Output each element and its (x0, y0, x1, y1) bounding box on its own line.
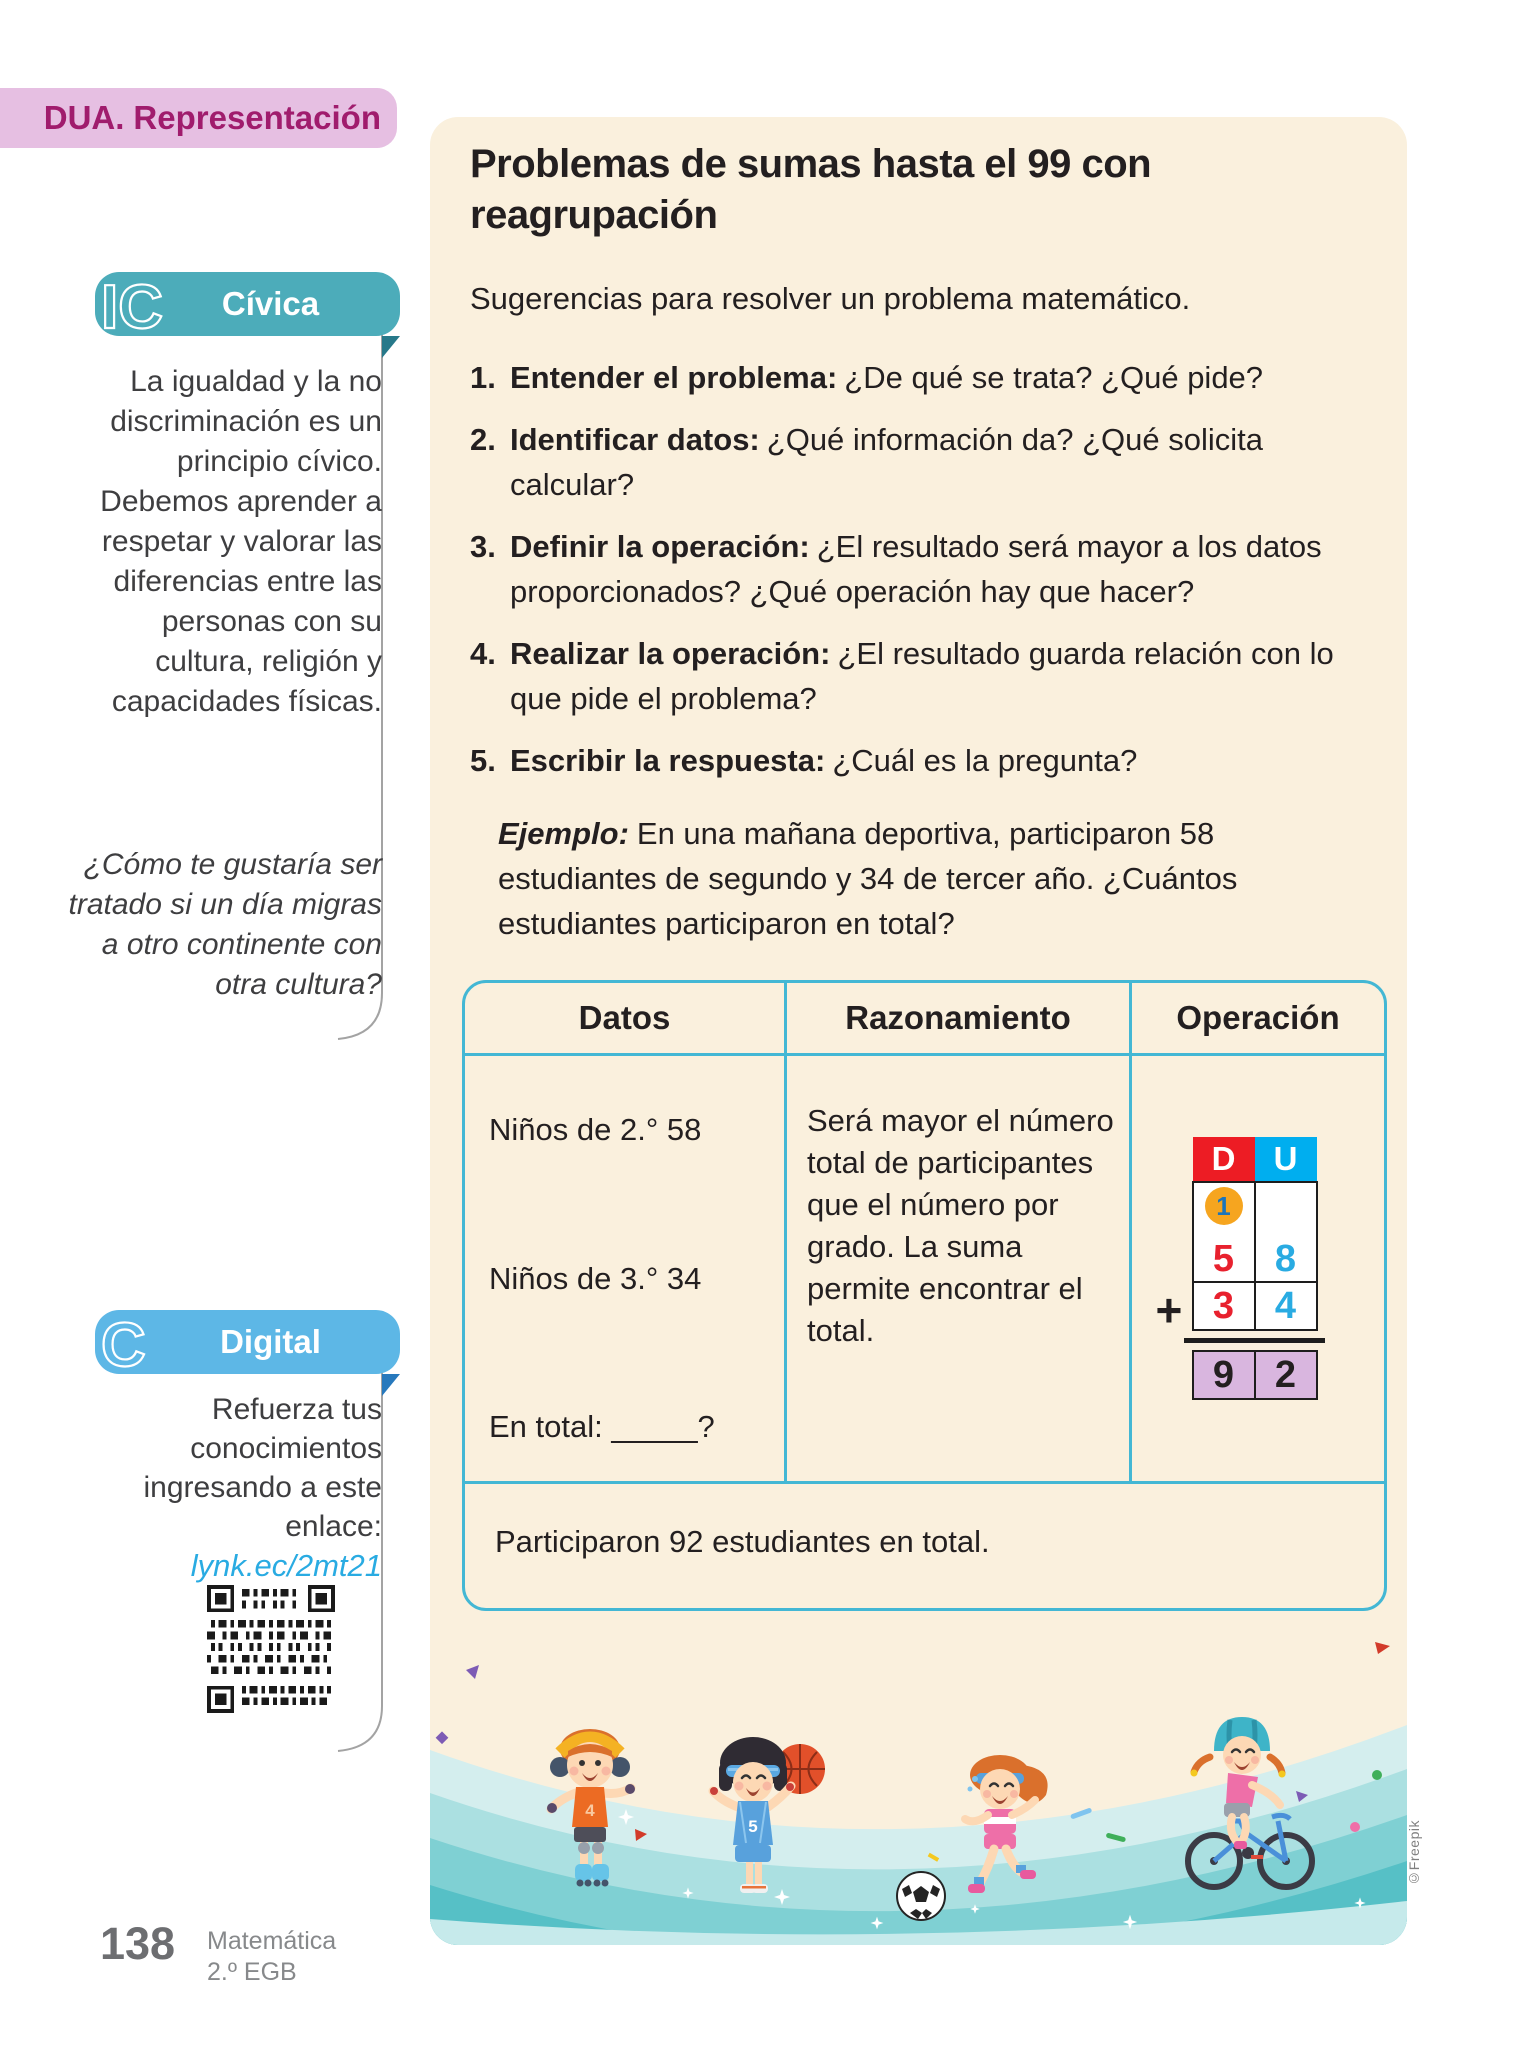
datos-line-3: En total: _____? (489, 1409, 715, 1444)
content-panel (430, 117, 1407, 1945)
table-cell-razonamiento: Será mayor el número total de participantes que el número por grado. La suma permite encontrar el total. (787, 1056, 1132, 1481)
confetti-red-arrow (1375, 1640, 1391, 1655)
freepik-credit: ©Freepik (1406, 1820, 1422, 1887)
digital-monogram-icon (97, 1312, 207, 1382)
civica-monogram-icon (97, 274, 207, 344)
step-lead: Escribir la respuesta: (510, 743, 826, 778)
step-text: ¿De qué se trata? ¿Qué pide? (844, 360, 1264, 395)
carry-badge: 1 (1205, 1187, 1243, 1225)
qr-code (207, 1585, 335, 1713)
steps-list (470, 355, 1367, 783)
step-number: 3. (470, 529, 496, 564)
step-lead: Identificar datos: (510, 422, 760, 457)
table-header-operacion: Operación (1176, 999, 1340, 1036)
confetti-purple-arrow (466, 1665, 481, 1680)
digital-fold-corner (382, 1374, 400, 1396)
step-number: 4. (470, 636, 496, 671)
step-text: ¿El resultado será mayor a los datos proporcionados? ¿Qué operación hay que hacer? (510, 529, 1322, 609)
civica-question: ¿Cómo te gustaría ser tratado si un día migras a otro continente con otra cultura? (68, 848, 382, 1001)
civica-text: La igualdad y la no discriminación es un principio cívico. Debemos aprender a respetar y valorar las diferencias entre las personas con su cultura, religión y capacidades físicas. (100, 365, 382, 718)
step-text: ¿Cuál es la pregunta? (832, 743, 1138, 778)
footer-subject (207, 1926, 336, 1988)
table-cell-operacion (1132, 1056, 1384, 1481)
example-text: En una mañana deportiva, participaron 58 estudiantes de segundo y 34 de tercer año. ¿Cuántos estudiantes participaron en total? (498, 816, 1238, 941)
step-item-2 (470, 417, 1375, 507)
civica-fold-corner (382, 336, 400, 358)
result-row (1192, 1350, 1318, 1400)
svg-text:IC: IC (101, 273, 163, 342)
table-header-datos: Datos (465, 983, 787, 1053)
intro-text: Sugerencias para resolver un problema matemático. (470, 281, 1191, 316)
solution-table-body-row (465, 1056, 1384, 1481)
addend2-units: 4 (1274, 1285, 1297, 1327)
dua-badge-prefix: DUA. (43, 99, 125, 136)
table-answer: Participaron 92 estudiantes en total. (465, 1481, 1384, 1608)
datos-line-1: Niños de 2.° 58 (489, 1112, 702, 1147)
step-item-4 (470, 631, 1375, 721)
civica-header (95, 272, 400, 342)
footer-subject-line: Matemática (207, 1927, 337, 1955)
digital-text: Refuerza tus conocimientos ingresando a este enlace: (143, 1393, 382, 1543)
units-header-cell: U (1255, 1137, 1317, 1182)
step-lead: Realizar la operación: (510, 636, 831, 671)
dua-badge (0, 88, 397, 148)
svg-text:5: 5 (748, 1817, 758, 1836)
table-header-razonamiento: Razonamiento (787, 983, 1132, 1053)
page-number: 138 (100, 1918, 176, 1969)
sum-line (1184, 1338, 1325, 1343)
datos-line-2: Niños de 3.° 34 (489, 1260, 702, 1296)
addend1-tens: 5 (1212, 1238, 1235, 1280)
step-lead: Entender el problema: (510, 360, 838, 395)
addend2-tens: 3 (1212, 1285, 1235, 1327)
tens-header-cell: D (1193, 1137, 1255, 1182)
addend1-units: 8 (1274, 1238, 1297, 1280)
step-lead: Definir la operación: (510, 529, 810, 564)
step-text: ¿Qué información da? ¿Qué solicita calcular? (510, 422, 1263, 502)
step-number: 1. (470, 360, 496, 395)
result-tens: 9 (1193, 1351, 1255, 1399)
example-label: Ejemplo: (498, 816, 629, 851)
page-title: Problemas de sumas hasta el 99 con reagrupación (470, 142, 1152, 237)
step-text: ¿El resultado guarda relación con lo que pide el problema? (510, 636, 1334, 716)
plus-sign: + (1155, 1284, 1183, 1336)
solution-table-header-row (465, 983, 1384, 1056)
step-item-3 (470, 524, 1375, 614)
step-number: 2. (470, 422, 496, 457)
place-value-table (1192, 1137, 1318, 1331)
svg-text:C: C (101, 1311, 146, 1380)
digital-link[interactable]: lynk.ec/2mt21 (190, 1548, 382, 1583)
civica-title: Cívica (221, 285, 320, 322)
solution-table (462, 980, 1387, 1611)
soccer-ball (897, 1872, 945, 1920)
example-paragraph (498, 811, 1360, 946)
digital-header (95, 1310, 400, 1380)
dua-badge-label: Representación (133, 99, 381, 136)
footer-grade-line: 2.º EGB (207, 1958, 297, 1986)
result-units: 2 (1255, 1351, 1317, 1399)
digital-title: Digital (220, 1323, 321, 1360)
svg-text:4: 4 (585, 1801, 595, 1820)
addition-worksheet (1155, 1137, 1325, 1400)
sports-kids-illustration (430, 1695, 1407, 1945)
table-cell-datos (465, 1056, 787, 1481)
step-item-1 (470, 355, 1375, 400)
step-number: 5. (470, 743, 496, 778)
step-item-5 (470, 738, 1375, 783)
